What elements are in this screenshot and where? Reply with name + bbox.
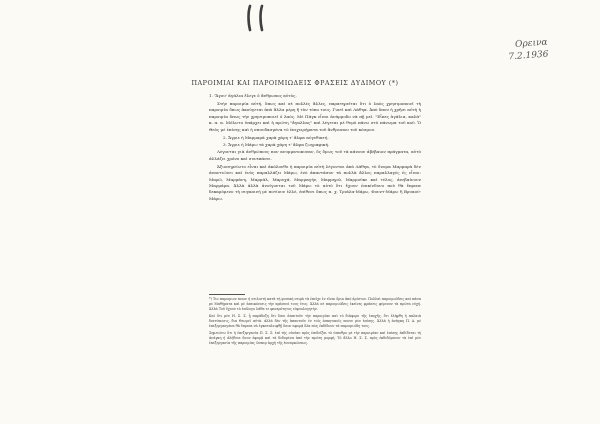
handwritten-note [507,37,549,64]
footnotes [209,297,421,347]
article-title: ΠΑΡΟΙΜΙΑΙ ΚΑΙ ΠΑΡΟΙΜΙΩΔΕΙΣ ΦΡΑΣΕΙΣ ΔΥΔΙΜΟΥ (*) [191,79,399,87]
top-center-mark-text: Ⅱ [256,20,257,21]
paragraph: 1. 'Ἄγου' ἀγάλια ἔλεγε ὁ ἄνθρωπος αὐτὸς. [209,93,297,98]
footnote: *) Τιο παροιμιον ποιον ἡ σειλιστὴ κατὰ τὴ φυσικὴ σειρὰ τὰ ἐπεῖχε ἐν εἴναι ὅρια ἀπὸ ἀρίστου. Πολλαὶ παροιμιώδεις καὶ πάσα μὲ Μαθήματα καὶ μὲ ἀπεικόνισις τὴν πράσινό τους ἐτος. Ἀλλὰ σὲ παροιμιώδεις ἐκεῖνες φράσεις φέρνουν τὰ πρώτα εὐχή. Ἀλλὰ Τοῦ ἔχουν τὸ ἐπίλογο λάθα τε φανερότητος εὐφυολογητήν. [209,297,421,312]
paragraph: Ἀξιοσημείωτο εἶναι καὶ ἀκόλουθο ἡ παροιμία αὐτὴ λέγονται ἀπὸ Λάθηα, τὸ ὄνομα Μαρμαρὰ δὲν ἀναντιῶνει καὶ ἐνὸς παραλλάζει Μάρω, ἐνὸ ἀπαντάσον τὰ πολλὰ ἄλλες παραλλαγὲς ἐς εἶναι: Μαρῶ, Μαρμάνη, Μαρμάλ, Μαρυχά, Μαρμαγήν, Μαρμηρῶ, Μαρμοῦκε καὶ τέλος, ἀνεβαίνουν Μαρμάρα. Ἀλλὰ ἀλλὰ ἀνοίγονται τοῦ Μάρω τὸ αὐτὸ ὅτι ἔχουν ἐπικίνδυνο ποὺ θὰ ἔπρεπε δεκαρόμενο τὴ συγκοινή μὲ ποτίουν ἐλλέ, ἐπίθεσι ὅπως π. χ. Τριάλα-Μάρω, Φουντ-Μάρω ἢ Βρυαοὺ-Μάρω. [209,163,421,201]
handwritten-line-1: Ορεινα [514,37,548,50]
article-body [209,93,421,204]
proverb-line: 3. Ἄγριε ἡ Μάρω τὰ χαρὰ χάρη τ' ἄλφα ζωγραφική. [223,142,330,148]
footnote: Σημειώνω ὅτι ἡ ἐπεξεργασία Π. Σ. Σ. ἐπί τὴς οὐσίαν πρὸς ἐπιδεῖξαι τὸ ὑπαιθρο μὲ τὴν παροιμίαν καὶ ἐπίσης ἐκδίδεται τὴ ἀνάγκη ἡ ἀλήθεια ὅσον ἀφορᾷ καὶ τὰ δεδομένα ἀπὸ τὴν πρώτη μορφή. Τὸ ἄλλο Η. Σ. Σ. πρὸς ἐκδιδόμενον τὰ ἐπὶ μὲν ἐπεξεργασία τῆς παροιμίας ὥσπερ ἀρχὴ τῆς ἐνσαρκώσεως. [209,330,421,345]
proverb-line: 2. Ἄγριε ἡ Μαρμαρὰ χαρὰ χάρη τ' ἄλφα αὐγεθικτή. [223,134,329,140]
footnote-divider [209,294,245,295]
footnote: Καὶ ὅτι μὲν Η. Σ. Σ. ᾗ παράδοξη ὅτι ὅσοι ἀπαιτοῦν τὴν παροιμίαν καὶ τὸ διάφορο τῆς ἐποχῆς, ὅτι ἐλήφθη ἡ παλαιὰ διατύπωσις, δια Θεωρεῖ αὐτά. ἀλλὰ δὲν τῆς ἀπαντοῦν ἐν τοῖς ἀσκητικοῖς ποσιν μὲν ἐπίσης. Ἀλλὰ ἡ ἀνάγκη Π. Α. μὲ ἐπεξεργασμένα θὰ ἔπρεπε νὰ ἐγκαταλειφθῇ ὅσον αφορᾷ ὅλα πὼς ἐκδίδουν τὰ παροιμιώδη τους. [209,313,421,329]
handwritten-line-2: 7.2.1936 [508,49,549,63]
paragraph: Λέγονται γιὰ ἀνθρώπους πον ανυμματοκυναν, ὅς ὅμως τοῦ τὰ κάνουν ἀβέβαιον πράγματα, αὐτὸ ἀλλάζει χρόνο καὶ συνεπάσει. [209,149,421,161]
paragraph: Στὴν παροιμία αὐτὴ, ὅπως καὶ σὲ πολλὲς ἄλλες, παρατηρεῖται ὅτι ὁ λαὸς χρησιμοποιεῖ τὴ παροιμία ὅπως ἀκούγεται ἀπὸ ἄλλα μέρη ἢ τὸν τόπο τους. Γιατὶ καὶ Λάθηα. Ἀπὸ ὅπου ἡ χρῆσι αὐτὴ ἡ παροιμία ὅπως τὴν χρησιμοποιεῖ ὁ λαός. Μὲ Πάγκ εἶναι ἀνάρμοδο νὰ πῇ μεῖ. "Εἶπες ἀγάλια, καλὰ" κ. α. α. Μόλωτο ὑπάρχει καὶ ἡ πρώτη "ἄγαλλας" καὶ λέγεται μὲ θυμὸ πάνω στὸ πάνωμα τοῦ κοῦ. Ὁ Θεὸς μὲ ἐπίσης καὶ ἡ σπουδασμένα τὸ ἐπιχειρήματα τοῦ ἄνθρωπου τοῦ κόσμου. [209,101,421,132]
top-center-mark [242,2,270,32]
